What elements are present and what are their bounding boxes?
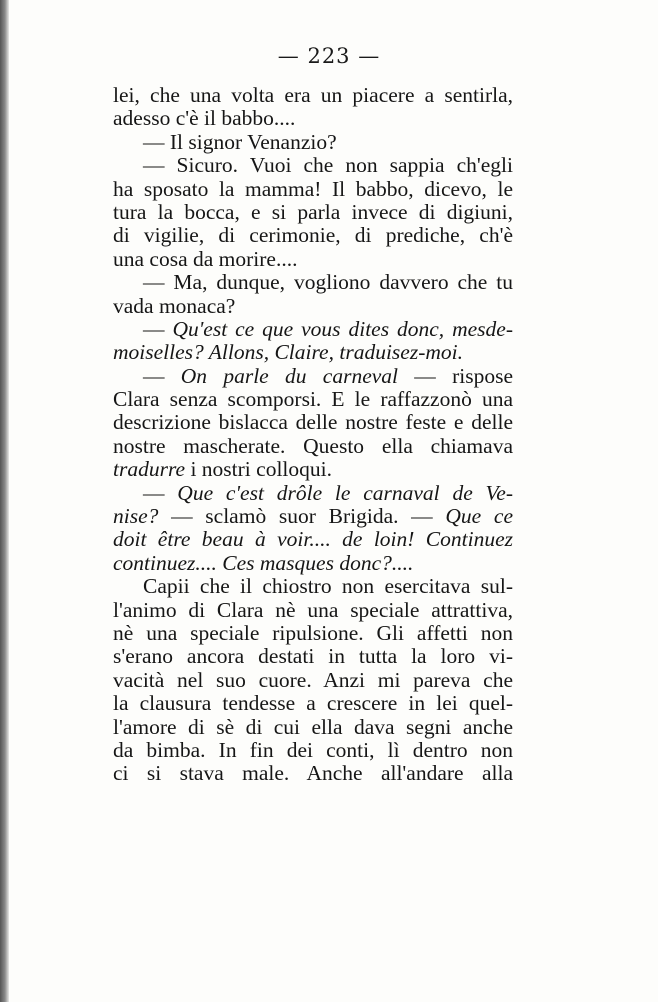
italic-text: doit être beau à voir.... de loin! Continuez xyxy=(113,527,513,552)
text-line xyxy=(113,295,513,318)
text-line xyxy=(113,388,513,411)
text-run: adesso c'è il babbo.... xyxy=(113,106,296,131)
text-run: nè una speciale ripulsione. Gli affetti non xyxy=(113,620,513,645)
text-line xyxy=(113,365,513,388)
text-run: l'animo di Clara nè una speciale attrattiva, xyxy=(113,597,513,622)
text-run: di vigilie, di cerimonie, di prediche, ch'è xyxy=(113,223,513,248)
text-run: s'erano ancora destati in tutta la loro vi- xyxy=(113,644,513,669)
text-run: — xyxy=(143,316,173,341)
text-run: l'amore di sè di cui ella dava segni anche xyxy=(113,714,513,739)
text-line xyxy=(113,716,513,739)
text-line xyxy=(113,669,513,692)
italic-text: tradurre xyxy=(113,457,186,482)
text-run: tura la bocca, e si parla invece di digiuni, xyxy=(113,199,513,224)
italic-text: moiselles? Allons, Claire, traduisez-moi. xyxy=(113,340,463,365)
italic-text: Que c'est drôle le carnaval de Ve- xyxy=(177,480,513,505)
text-line xyxy=(113,271,513,294)
text-run: — Il signor Venanzio? xyxy=(143,129,337,154)
text-run: da bimba. In fin dei conti, lì dentro non xyxy=(113,737,513,762)
text-line xyxy=(113,248,513,271)
text-run: descrizione bislacca delle nostre feste e delle xyxy=(113,410,513,435)
text-run: vacità nel suo cuore. Anzi mi pareva che xyxy=(113,667,513,692)
text-line xyxy=(113,224,513,247)
text-line xyxy=(113,154,513,177)
text-run: — sclamò suor Brigida. — xyxy=(158,504,446,529)
text-run: vada monaca? xyxy=(113,293,236,318)
text-run: i nostri colloqui. xyxy=(185,457,332,482)
text-run: nostre mascherate. Questo ella chiamava xyxy=(113,433,513,458)
text-line xyxy=(113,178,513,201)
page-spine-edge xyxy=(0,0,9,1002)
text-line xyxy=(113,341,513,364)
text-line xyxy=(113,692,513,715)
italic-text: nise? xyxy=(113,504,159,529)
text-line xyxy=(113,411,513,434)
text-line xyxy=(113,622,513,645)
body-text xyxy=(113,84,513,786)
text-run: una cosa da morire.... xyxy=(113,246,298,271)
italic-text: Qu'est ce que vous dites donc, mesde- xyxy=(172,316,513,341)
text-line xyxy=(113,575,513,598)
text-line xyxy=(113,645,513,668)
text-line xyxy=(113,107,513,130)
page-number: — 223 — xyxy=(277,44,381,68)
text-line xyxy=(113,599,513,622)
text-line xyxy=(113,84,513,107)
text-line xyxy=(113,762,513,785)
text-run: ci si stava male. Anche all'andare alla xyxy=(113,761,513,786)
text-line xyxy=(113,458,513,481)
text-run: ha sposato la mamma! Il babbo, dicevo, le xyxy=(113,176,513,201)
text-run: lei, che una volta era un piacere a sentirla, xyxy=(113,83,513,107)
text-line xyxy=(113,318,513,341)
text-run: — xyxy=(143,480,178,505)
text-run: — Sicuro. Vuoi che non sappia ch'egli xyxy=(143,153,513,178)
text-line xyxy=(113,435,513,458)
text-run: — Ma, dunque, vogliono davvero che tu xyxy=(143,270,513,295)
text-line xyxy=(113,131,513,154)
italic-text: Que ce xyxy=(445,504,513,529)
text-run: Capii che il chiostro non esercitava sul- xyxy=(143,574,513,599)
text-line xyxy=(113,528,513,551)
text-line xyxy=(113,552,513,575)
text-line xyxy=(113,505,513,528)
text-run: — xyxy=(143,363,181,388)
text-line xyxy=(113,482,513,505)
text-run: Clara senza scomporsi. E le raffazzonò una xyxy=(113,387,513,412)
text-run: la clausura tendesse a crescere in lei quel- xyxy=(113,691,513,716)
italic-text: On parle du carneval xyxy=(180,363,399,388)
text-run: — rispose xyxy=(398,363,513,388)
text-line xyxy=(113,201,513,224)
italic-text: continuez.... Ces masques donc?.... xyxy=(113,550,414,575)
text-line xyxy=(113,739,513,762)
